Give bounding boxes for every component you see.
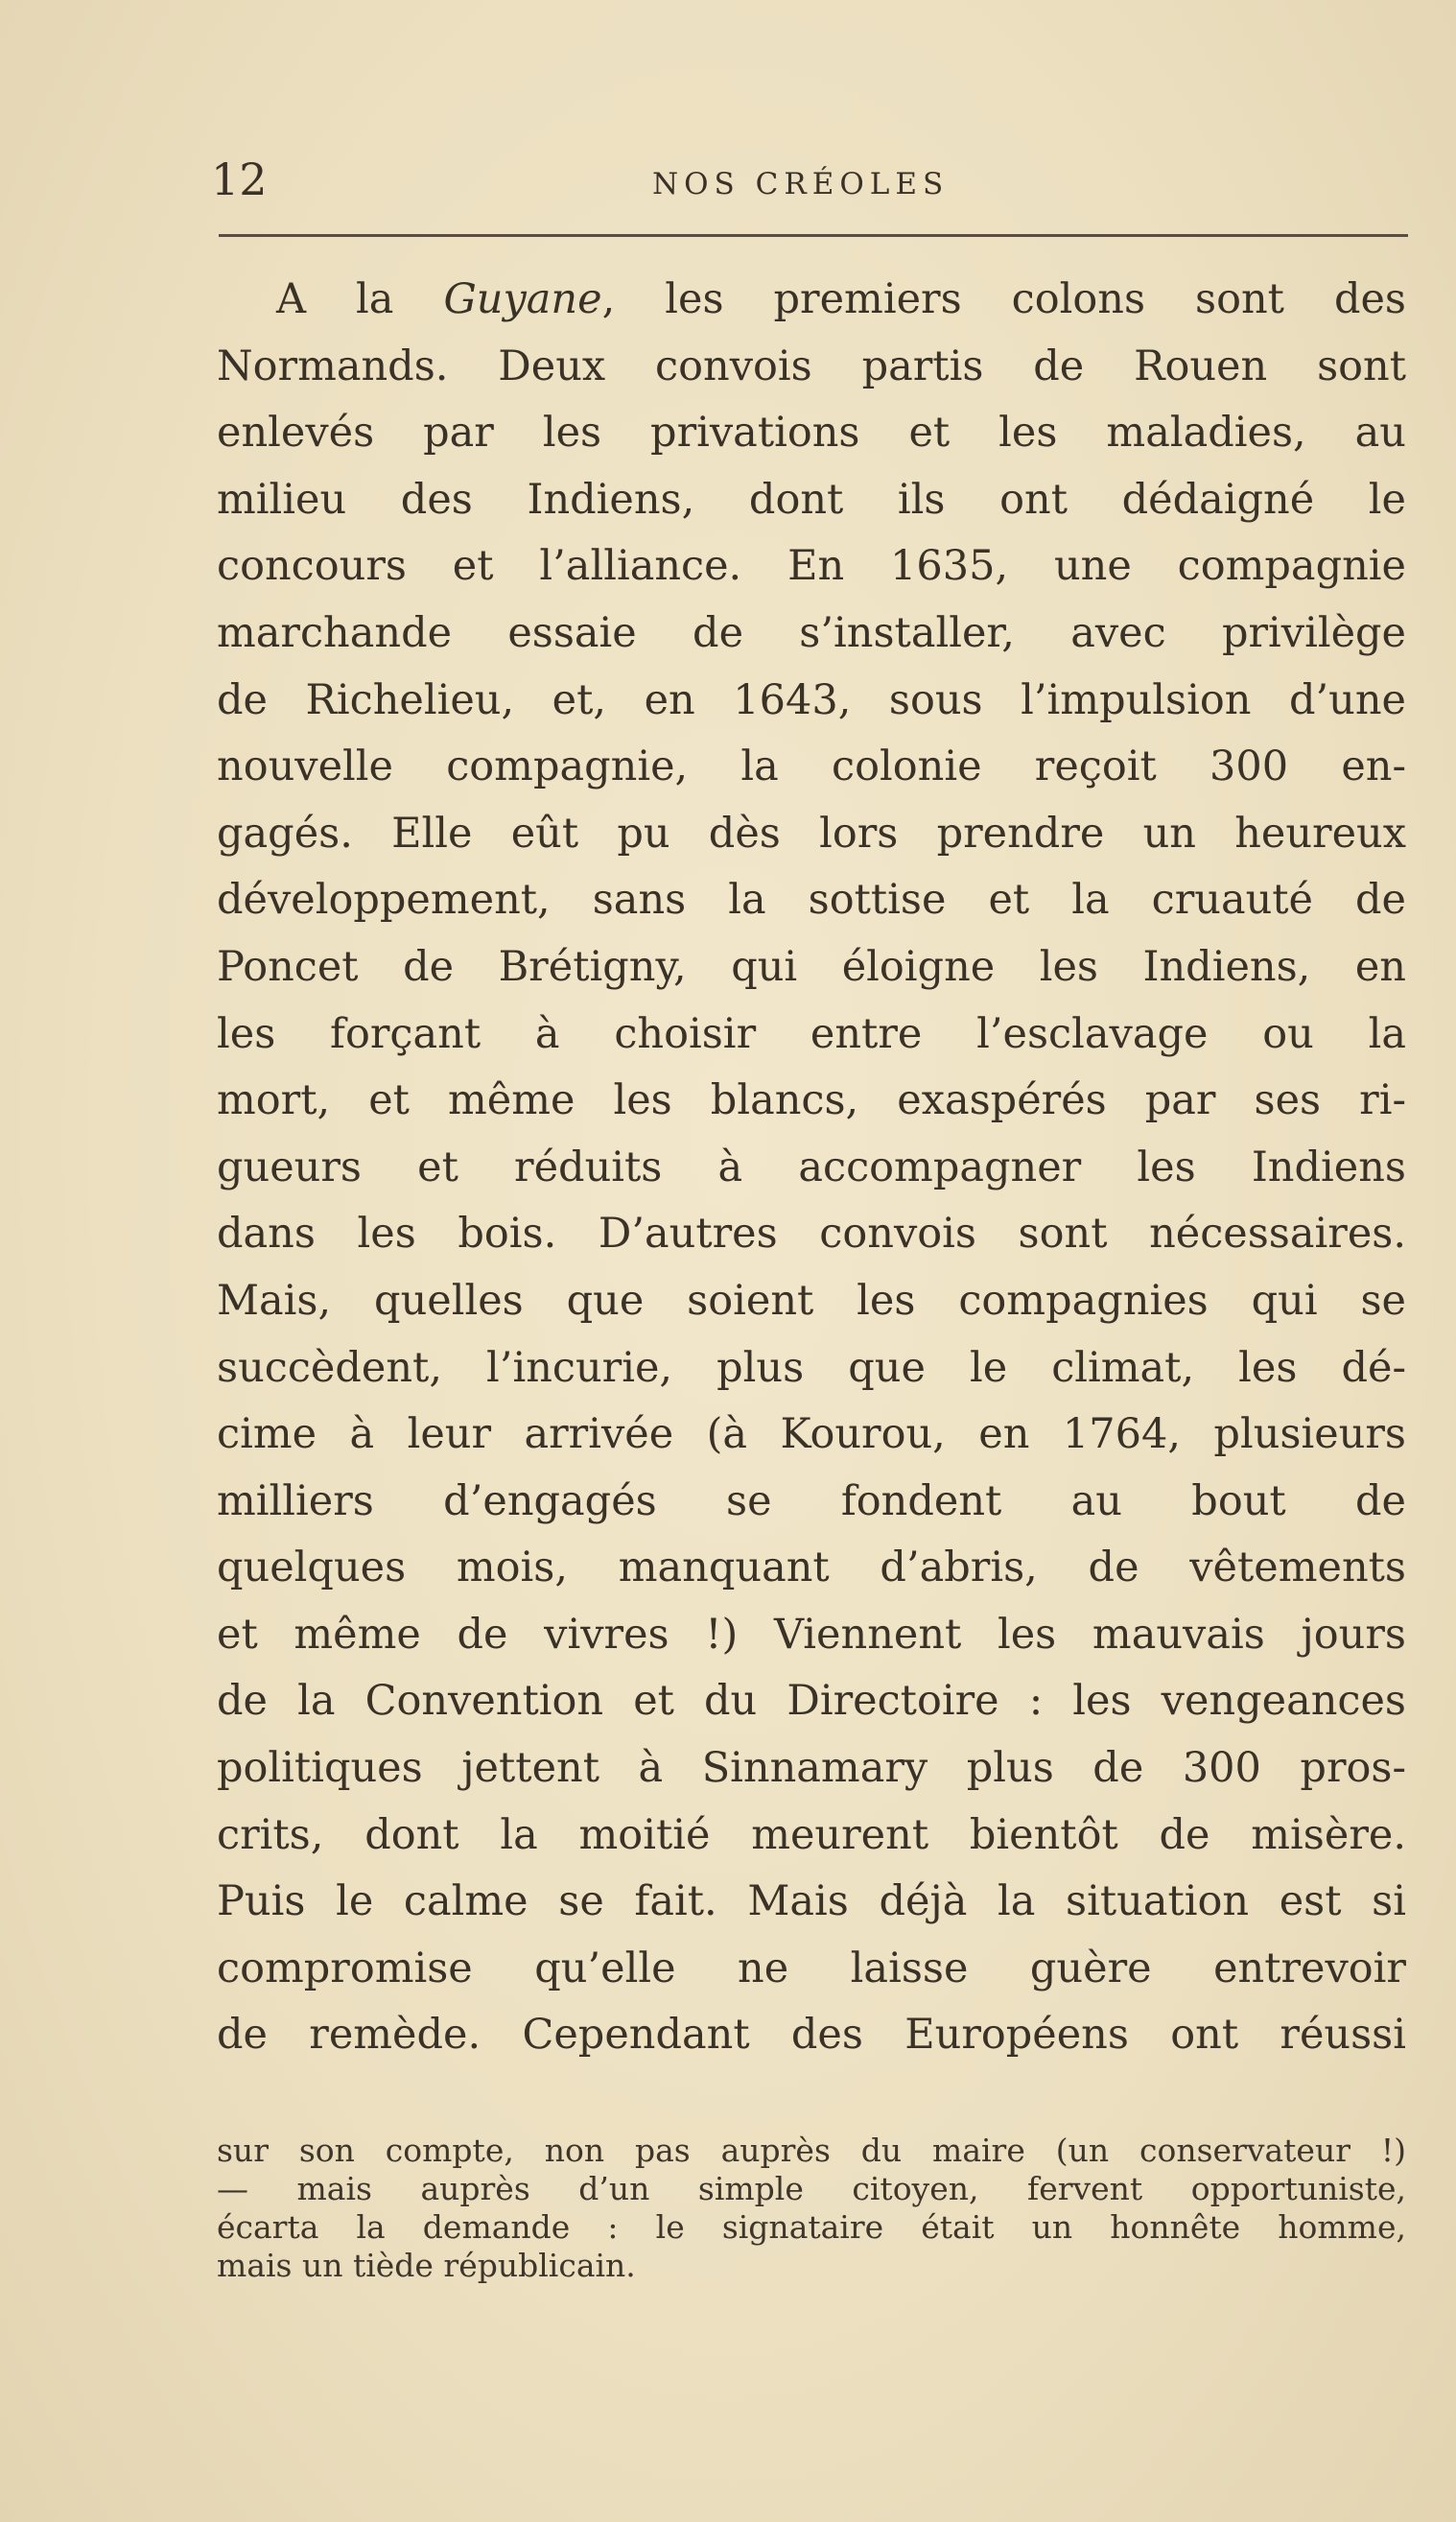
text-line: de Richelieu, et, en 1643, sous l’impulsion d’une — [217, 675, 1406, 724]
text-line: enlevés par les privations et les maladies, au — [217, 409, 1406, 458]
text-line: cime à leur arrivée (à Kourou, en 1764, plusieurs — [217, 1410, 1406, 1459]
text-line: dans les bois. D’autres convois sont nécessaires. — [217, 1210, 1406, 1259]
text-line: succèdent, l’incurie, plus que le climat, les dé- — [217, 1343, 1406, 1392]
text-line: gagés. Elle eût pu dès lors prendre un heureux — [217, 809, 1406, 858]
text-line: Mais, quelles que soient les compagnies qui se — [217, 1276, 1406, 1325]
text-line: développement, sans la sottise et la cruauté de — [217, 876, 1406, 925]
text-line: Poncet de Brétigny, qui éloigne les Indiens, en — [217, 942, 1406, 991]
footnote-line: écarta la demande : le signataire était un honnête homme, — [217, 2208, 1406, 2246]
text-line: quelques mois, manquant d’abris, de vêtements — [217, 1544, 1406, 1592]
text-line: de remède. Cependant des Européens ont réussi — [217, 2011, 1406, 2060]
footnote — [217, 2132, 1406, 2285]
text-line: les forçant à choisir entre l’esclavage ou la — [217, 1009, 1406, 1058]
text-line: concours et l’alliance. En 1635, une compagnie — [217, 542, 1406, 591]
text-line: Normands. Deux convois partis de Rouen sont — [217, 342, 1406, 390]
footnote-line: mais un tiède républicain. — [217, 2247, 636, 2284]
text-line: nouvelle compagnie, la colonie reçoit 300 en- — [217, 742, 1406, 791]
text-line: A la Guyane, les premiers colons sont des — [276, 275, 1406, 323]
footnote-line: sur son compte, non pas auprès du maire (un conservateur !) — [217, 2132, 1406, 2169]
running-title: NOS CRÉOLES — [652, 167, 950, 201]
footnote-line: — mais auprès d’un simple citoyen, fervent opportuniste, — [217, 2170, 1406, 2207]
text-line: et même de vivres !) Viennent les mauvais jours — [217, 1610, 1406, 1659]
text-line: politiques jettent à Sinnamary plus de 300 pros- — [217, 1744, 1406, 1793]
text-line: milieu des Indiens, dont ils ont dédaigné le — [217, 475, 1406, 524]
text-line: compromise qu’elle ne laisse guère entrevoir — [217, 1944, 1406, 1992]
page-header — [211, 153, 1405, 221]
header-rule — [219, 234, 1408, 237]
text-line: de la Convention et du Directoire : les vengeances — [217, 1677, 1406, 1726]
text-line: mort, et même les blancs, exaspérés par ses ri- — [217, 1076, 1406, 1125]
text-line: gueurs et réduits à accompagner les Indiens — [217, 1143, 1406, 1191]
text-line: Puis le calme se fait. Mais déjà la situation est si — [217, 1877, 1406, 1926]
main-text — [217, 267, 1406, 2069]
text-line: milliers d’engagés se fondent au bout de — [217, 1476, 1406, 1525]
text-line: crits, dont la moitié meurent bientôt de misère. — [217, 1810, 1406, 1859]
page-number: 12 — [211, 153, 268, 205]
text-line: marchande essaie de s’installer, avec privilège — [217, 608, 1406, 657]
